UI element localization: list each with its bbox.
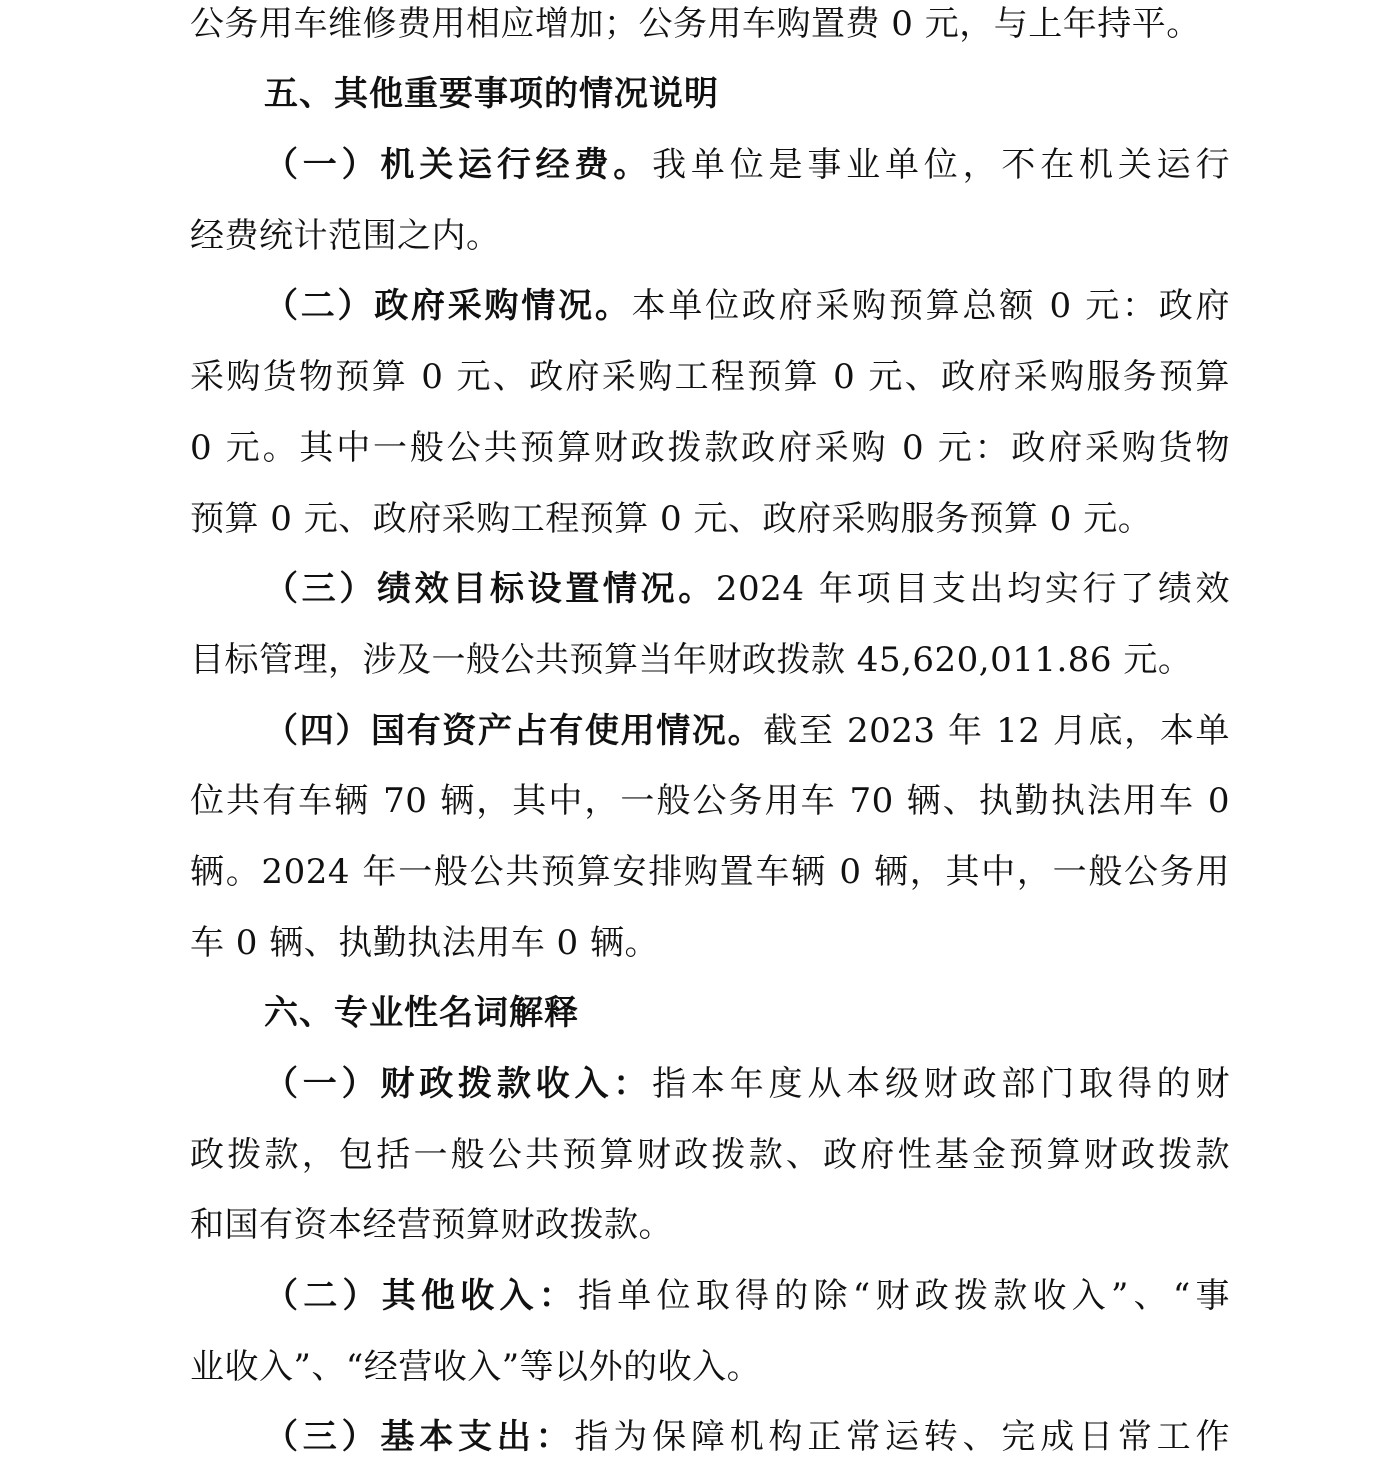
paragraph-lead: （二）其他收入： xyxy=(264,1276,579,1316)
paragraph-text: 截至 2023 年 12 月底，本单 xyxy=(763,711,1231,751)
paragraph-text: 2024 年项目支出均实行了绩效 xyxy=(715,569,1231,609)
paragraph-line xyxy=(264,569,1230,609)
body-line: 目标管理，涉及一般公共预算当年财政拨款 45,620,011.86 元。 xyxy=(190,640,1193,680)
body-line: 位共有车辆 70 辆，其中，一般公务用车 70 辆、执勤执法用车 0 xyxy=(190,781,1230,821)
paragraph-lead: （一）机关运行经费。 xyxy=(264,145,653,185)
body-line: 采购货物预算 0 元、政府采购工程预算 0 元、政府采购服务预算 xyxy=(190,357,1230,397)
paragraph-text: 我单位是事业单位，不在机关运行 xyxy=(652,145,1230,185)
body-line: 公务用车维修费用相应增加；公务用车购置费 0 元，与上年持平。 xyxy=(190,4,1201,44)
body-line: 0 元。其中一般公共预算财政拨款政府采购 0 元：政府采购货物 xyxy=(190,428,1230,468)
paragraph-text: 指本年度从本级财政部门取得的财 xyxy=(652,1064,1230,1104)
paragraph-line xyxy=(264,1417,1230,1457)
paragraph-lead: （三）绩效目标设置情况。 xyxy=(264,569,716,609)
body-line: 经费统计范围之内。 xyxy=(190,216,501,256)
body-line: 和国有资本经营预算财政拨款。 xyxy=(190,1205,673,1245)
paragraph-text: 指单位取得的除“财政拨款收入”、“事 xyxy=(578,1276,1230,1316)
section-heading-5: 五、其他重要事项的情况说明 xyxy=(264,74,719,114)
paragraph-lead: （二）政府采购情况。 xyxy=(264,286,632,326)
body-line: 车 0 辆、执勤执法用车 0 辆。 xyxy=(190,923,659,963)
paragraph-line xyxy=(264,1064,1230,1104)
paragraph-line xyxy=(264,1276,1230,1316)
body-line: 预算 0 元、政府采购工程预算 0 元、政府采购服务预算 0 元。 xyxy=(190,499,1153,539)
paragraph-text: 指为保障机构正常运转、完成日常工作 xyxy=(574,1417,1230,1457)
paragraph-text: 本单位政府采购预算总额 0 元：政府 xyxy=(631,286,1231,326)
paragraph-lead: （三）基本支出： xyxy=(264,1417,575,1457)
body-line: 辆。2024 年一般公共预算安排购置车辆 0 辆，其中，一般公务用 xyxy=(190,852,1230,892)
section-heading-6: 六、专业性名词解释 xyxy=(264,993,579,1033)
paragraph-line xyxy=(264,145,1230,185)
body-line: 业收入”、“经营收入”等以外的收入。 xyxy=(190,1347,762,1387)
paragraph-line xyxy=(264,711,1230,751)
body-line: 政拨款，包括一般公共预算财政拨款、政府性基金预算财政拨款 xyxy=(190,1135,1230,1175)
paragraph-lead: （一）财政拨款收入： xyxy=(264,1064,653,1104)
paragraph-lead: （四）国有资产占有使用情况。 xyxy=(264,711,764,751)
paragraph-line xyxy=(264,286,1230,326)
